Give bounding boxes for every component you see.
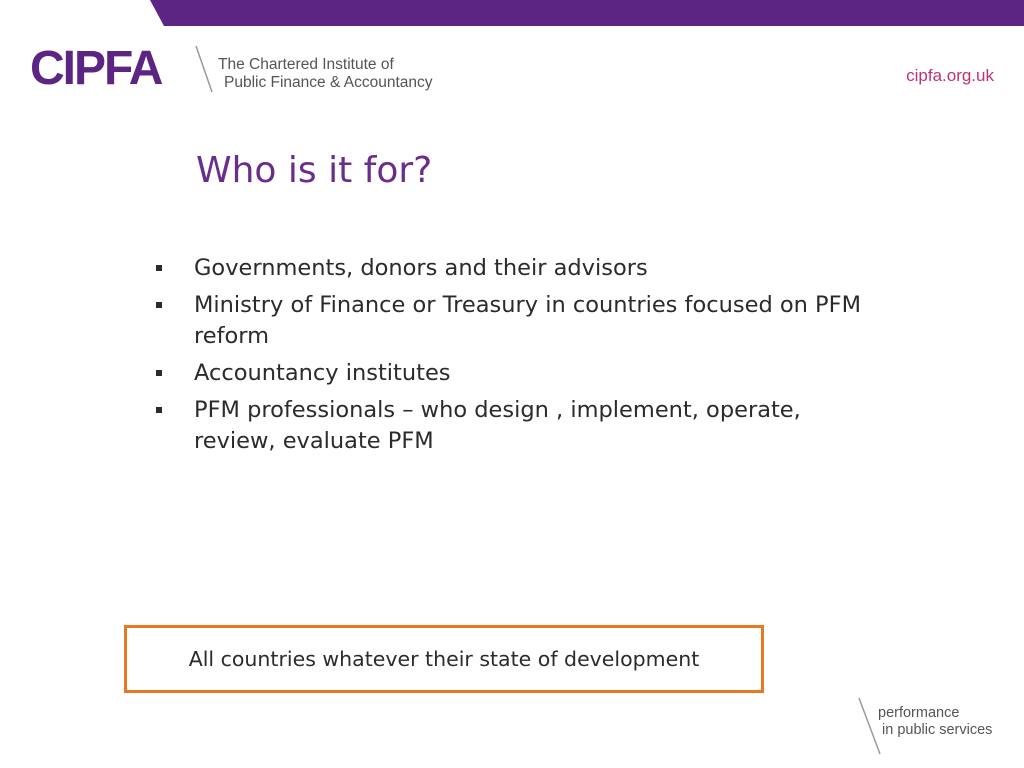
bullet-item [155,395,875,457]
logo-tagline-line1: The Chartered Institute of [218,56,394,73]
slash-divider-icon [30,44,230,94]
square-bullet-icon [156,407,162,413]
square-bullet-icon [156,302,162,308]
slide-title: Who is it for? [196,150,433,191]
bullet-text: Accountancy institutes [194,360,451,386]
logo-wordmark: CIPFA [30,42,162,95]
bullet-text: Governments, donors and their advisors [194,255,648,281]
square-bullet-icon [156,265,162,271]
logo-tagline [218,56,458,92]
footer-tagline [878,705,992,739]
site-link[interactable]: cipfa.org.uk [906,66,994,85]
bullet-item [155,358,875,389]
bullet-item [155,290,875,352]
callout-text: All countries whatever their state of development [188,647,700,671]
bullet-text: Ministry of Finance or Treasury in countries focused on PFM reform [194,292,861,349]
footer-logo [856,697,1006,757]
top-header-band [0,0,1024,26]
footer-tagline-line2: in public services [882,722,993,738]
bullet-text: PFM professionals – who design , implement, operate, review, evaluate PFM [194,397,801,454]
logo-tagline-line2: Public Finance & Accountancy [224,74,433,91]
bullet-item [155,253,875,284]
bullet-list [155,253,875,463]
callout-box [124,625,764,693]
footer-tagline-line1: performance [878,705,960,721]
square-bullet-icon [156,370,162,376]
